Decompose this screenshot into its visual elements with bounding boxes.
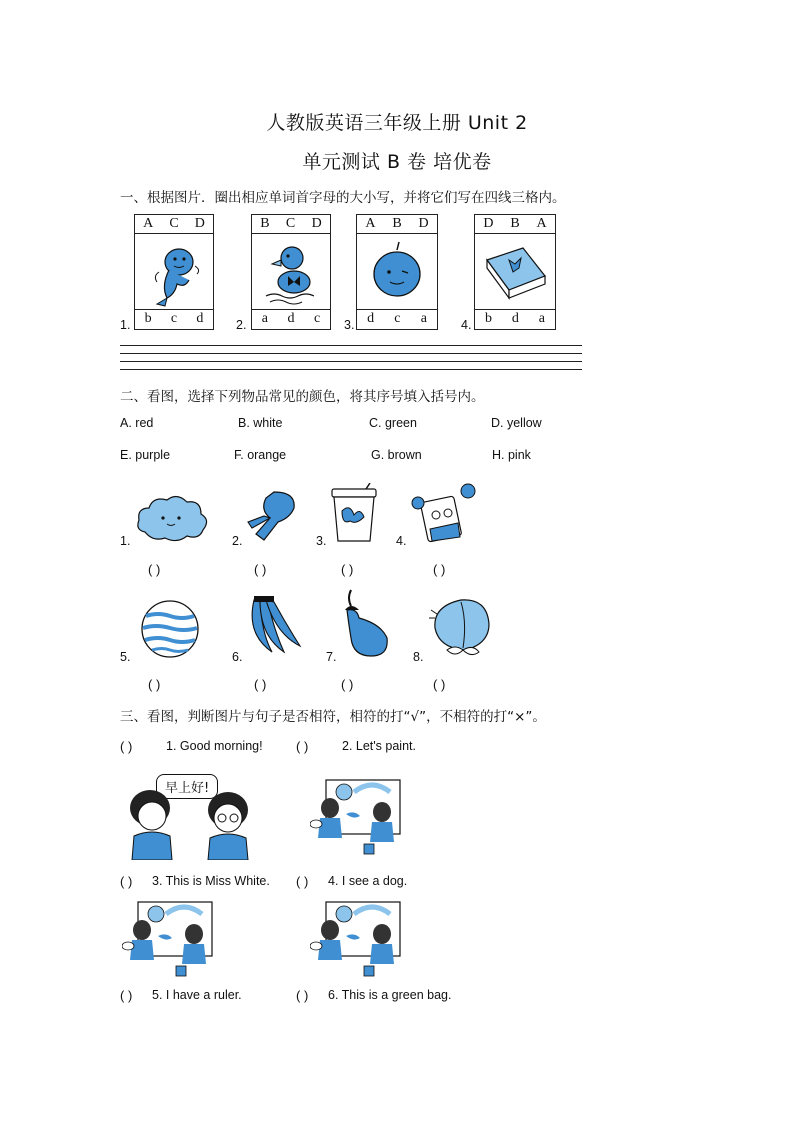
section3-heading: 三、看图，判断图片与句子是否相符，相符的打“√”，不相符的打“×”。: [120, 709, 546, 725]
option-e: E. purple: [120, 448, 171, 462]
option-h: H. pink: [492, 448, 531, 462]
card-number: 3.: [344, 318, 355, 332]
question-2: 2. Let's paint.: [342, 739, 416, 753]
milk-box-icon: [408, 481, 482, 549]
answer-paren[interactable]: ( ): [341, 562, 354, 577]
item-number: 1.: [120, 534, 131, 548]
painting-picture: [310, 900, 402, 984]
answer-paren[interactable]: ( ): [254, 562, 267, 577]
cup-icon: [328, 483, 380, 549]
scarf-icon: [244, 488, 300, 552]
painting-picture: [122, 900, 214, 984]
answer-paren[interactable]: ( ): [341, 677, 354, 692]
question-5: 5. I have a ruler.: [152, 988, 242, 1002]
speech-bubble: 早上好!: [156, 774, 218, 799]
dolphin-icon: [135, 234, 213, 309]
item-number: 7.: [326, 650, 337, 664]
apple-icon: [357, 234, 437, 309]
writing-line: [120, 361, 582, 362]
answer-paren[interactable]: ( ): [148, 677, 161, 692]
book-icon: [475, 234, 555, 309]
item-number: 3.: [316, 534, 327, 548]
answer-paren[interactable]: ( ): [120, 739, 133, 754]
option-b: B. white: [238, 416, 283, 430]
card-number: 1.: [120, 318, 131, 332]
card-number: 4.: [461, 318, 472, 332]
peach-icon: [425, 592, 497, 666]
answer-paren[interactable]: ( ): [296, 874, 309, 889]
section1-heading: 一、根据图片．圈出相应单词首字母的大小写，并将它们写在四线三格内。: [120, 190, 566, 206]
option-c: C. green: [369, 416, 417, 430]
question-6: 6. This is a green bag.: [328, 988, 452, 1002]
item-number: 6.: [232, 650, 243, 664]
option-d: D. yellow: [491, 416, 542, 430]
letter-card-1: A C D b c d: [134, 214, 214, 330]
cloud-icon: [133, 492, 213, 552]
writing-line: [120, 345, 582, 346]
answer-paren[interactable]: ( ): [254, 677, 267, 692]
item-number: 8.: [413, 650, 424, 664]
answer-paren[interactable]: ( ): [433, 677, 446, 692]
answer-paren[interactable]: ( ): [296, 739, 309, 754]
eggplant-icon: [337, 588, 393, 664]
writing-line: [120, 369, 582, 370]
item-number: 4.: [396, 534, 407, 548]
watermelon-icon: [138, 598, 202, 664]
item-number: 5.: [120, 650, 131, 664]
page-title: 人教版英语三年级上册 Unit 2: [266, 112, 528, 134]
letter-card-2: B C D a d c: [251, 214, 331, 330]
page-subtitle: 单元测试 B 卷 培优卷: [302, 151, 492, 173]
answer-paren[interactable]: ( ): [148, 562, 161, 577]
answer-paren[interactable]: ( ): [433, 562, 446, 577]
duck-icon: [252, 234, 330, 309]
painting-picture: [310, 778, 402, 862]
question-4: 4. I see a dog.: [328, 874, 408, 888]
option-f: F. orange: [234, 448, 287, 462]
banana-icon: [244, 594, 304, 664]
writing-line: [120, 353, 582, 354]
answer-paren[interactable]: ( ): [120, 988, 133, 1003]
letter-card-4: D B A b d a: [474, 214, 556, 330]
greeting-picture: [128, 770, 258, 860]
question-1: 1. Good morning!: [166, 739, 263, 753]
answer-paren[interactable]: ( ): [120, 874, 133, 889]
option-g: G. brown: [371, 448, 422, 462]
option-a: A. red: [120, 416, 154, 430]
question-3: 3. This is Miss White.: [152, 874, 270, 888]
answer-paren[interactable]: ( ): [296, 988, 309, 1003]
letter-card-3: A B D d c a: [356, 214, 438, 330]
section2-heading: 二、看图，选择下列物品常见的颜色，将其序号填入括号内。: [120, 389, 485, 405]
item-number: 2.: [232, 534, 243, 548]
card-number: 2.: [236, 318, 247, 332]
